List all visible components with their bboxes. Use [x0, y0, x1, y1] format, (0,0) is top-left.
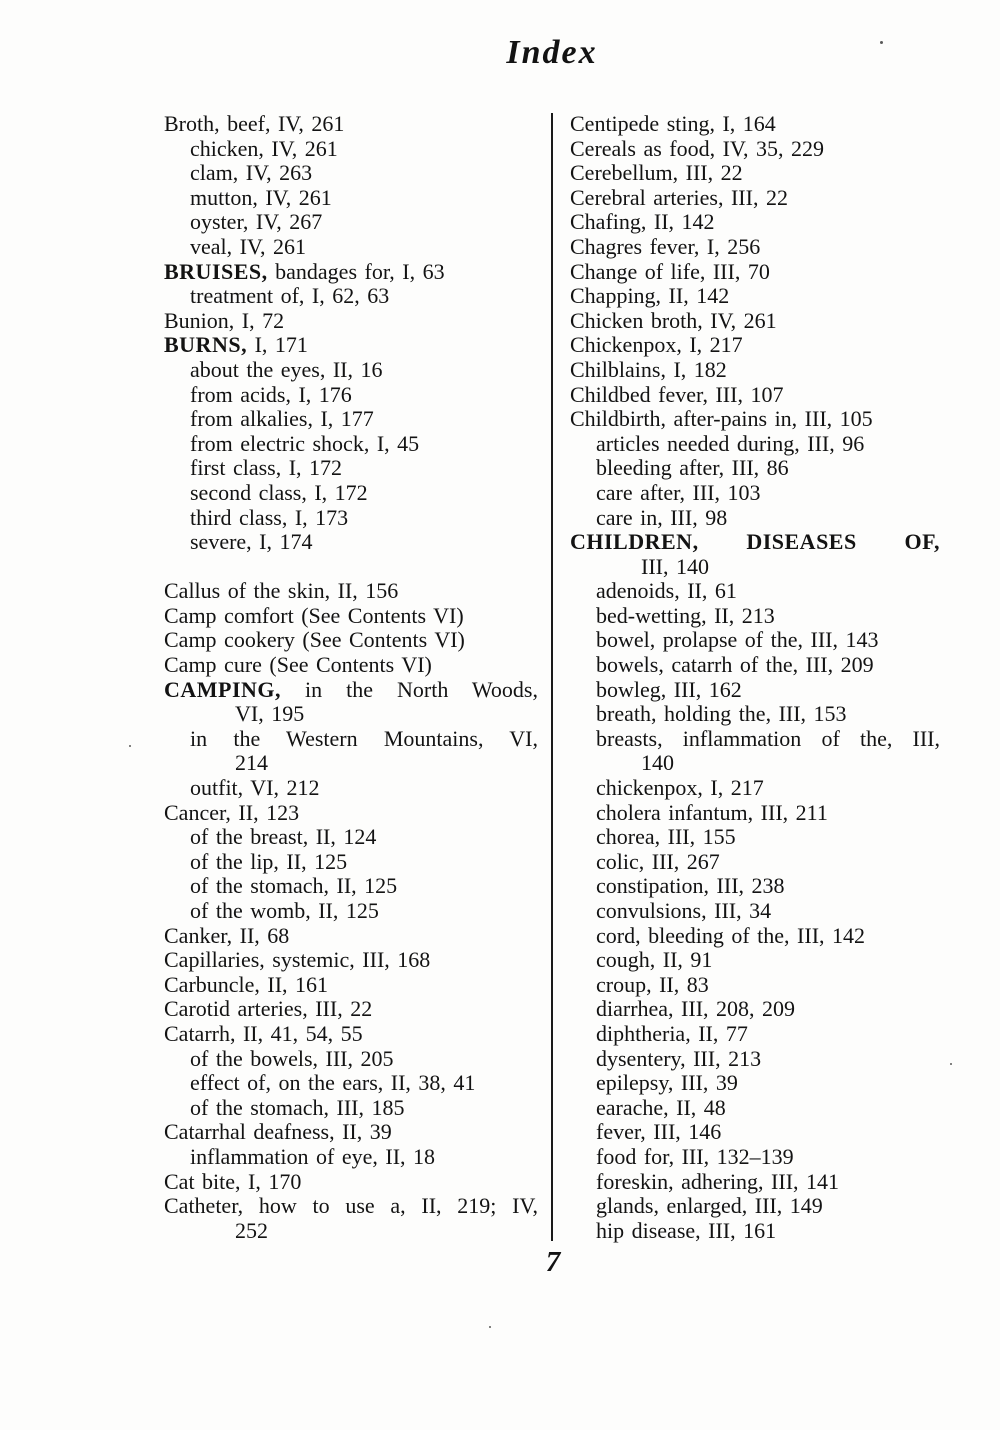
index-line [570, 1219, 940, 1244]
entry-text: Cerebellum, III, 22 [570, 160, 743, 186]
index-line [164, 260, 538, 285]
index-line [164, 825, 538, 850]
index-line [164, 801, 538, 826]
index-line [164, 210, 538, 235]
index-line [164, 924, 538, 949]
index-line [164, 678, 538, 703]
page-title: Index [506, 34, 598, 71]
entry-text: Broth, beef, IV, 261 [164, 111, 345, 136]
scan-speck [950, 1063, 952, 1065]
index-line [164, 628, 538, 653]
entry-text: veal, IV, 261 [190, 233, 307, 259]
entry-text: 140 [641, 750, 674, 776]
scan-speck [129, 745, 131, 747]
index-line [570, 973, 940, 998]
index-line [164, 333, 538, 358]
entry-text: foreskin, adhering, III, 141 [596, 1168, 840, 1194]
entry-text: constipation, III, 238 [596, 873, 785, 899]
entry-text: diarrhea, III, 208, 209 [596, 996, 796, 1022]
entry-text: Cerebral arteries, III, 22 [570, 184, 788, 210]
entry-term-bold: CHILDREN, DISEASES OF, [570, 529, 940, 555]
entry-text: Capillaries, systemic, III, 168 [164, 947, 431, 973]
entry-text: cord, bleeding of the, III, 142 [596, 922, 866, 948]
index-line [164, 1071, 538, 1096]
index-line [164, 1120, 538, 1145]
index-line [570, 1096, 940, 1121]
entry-text: first class, I, 172 [190, 455, 343, 481]
entry-text: about the eyes, II, 16 [190, 356, 383, 382]
entry-text: bowleg, III, 162 [596, 676, 742, 702]
index-line [570, 161, 940, 186]
index-line [164, 432, 538, 457]
entry-text: care in, III, 98 [596, 504, 728, 530]
entry-text: Chagres fever, I, 256 [570, 233, 761, 259]
index-line [164, 899, 538, 924]
entry-text: Change of life, III, 70 [570, 258, 770, 284]
index-line [164, 1194, 538, 1219]
entry-text: III, 140 [641, 553, 709, 579]
index-line [570, 751, 940, 776]
entry-text: chickenpox, I, 217 [596, 775, 764, 801]
index-line [570, 727, 940, 752]
index-line [164, 874, 538, 899]
index-line [164, 850, 538, 875]
index-line [570, 481, 940, 506]
index-line [570, 825, 940, 850]
entry-text: from electric shock, I, 45 [190, 430, 420, 456]
entry-text: Catarrh, II, 41, 54, 55 [164, 1020, 363, 1046]
index-line [570, 1170, 940, 1195]
index-line [164, 948, 538, 973]
entry-text: breasts, inflammation of the, III, [596, 725, 940, 751]
entry-text: VI, 195 [235, 701, 305, 727]
entry-text: dysentery, III, 213 [596, 1045, 762, 1071]
entry-text: of the stomach, II, 125 [190, 873, 398, 899]
index-line [164, 161, 538, 186]
index-line [570, 235, 940, 260]
index-line [570, 1194, 940, 1219]
entry-text: 252 [235, 1217, 268, 1243]
index-line [570, 530, 940, 555]
index-line [164, 1170, 538, 1195]
index-line [164, 407, 538, 432]
index-line [570, 333, 940, 358]
index-line [570, 137, 940, 162]
index-line [570, 579, 940, 604]
entry-text: colic, III, 267 [596, 848, 720, 874]
entry-text: croup, II, 83 [596, 971, 709, 997]
index-line [164, 284, 538, 309]
entry-text: of the bowels, III, 205 [190, 1045, 394, 1071]
scan-speck [489, 1326, 491, 1328]
entry-text: Chilblains, I, 182 [570, 356, 727, 382]
column-divider [551, 113, 553, 1241]
entry-text: bed-wetting, II, 213 [596, 602, 775, 628]
entry-text: bowel, prolapse of the, III, 143 [596, 627, 879, 653]
index-line [570, 112, 940, 137]
index-line [570, 678, 940, 703]
index-line [164, 1096, 538, 1121]
entry-text: Centipede sting, I, 164 [570, 111, 776, 136]
entry-text: Chicken broth, IV, 261 [570, 307, 777, 333]
entry-text: cough, II, 91 [596, 947, 713, 973]
index-line [570, 432, 940, 457]
entry-text: Canker, II, 68 [164, 922, 290, 948]
entry-text: Camp cure (See Contents VI) [164, 652, 432, 678]
index-line [164, 481, 538, 506]
entry-text: inflammation of eye, II, 18 [190, 1143, 436, 1169]
index-line [570, 456, 940, 481]
entry-term-bold: BRUISES, [164, 258, 268, 284]
entry-text: food for, III, 132–139 [596, 1143, 794, 1169]
index-line [570, 776, 940, 801]
index-line [164, 186, 538, 211]
entry-text: epilepsy, III, 39 [596, 1070, 738, 1096]
entry-text: Childbed fever, III, 107 [570, 381, 784, 407]
index-line [164, 702, 538, 727]
index-line [164, 776, 538, 801]
entry-text: Cat bite, I, 170 [164, 1168, 302, 1194]
index-line [570, 850, 940, 875]
index-line [570, 1145, 940, 1170]
index-line [164, 1022, 538, 1047]
entry-text: treatment of, I, 62, 63 [190, 283, 390, 309]
entry-text: adenoids, II, 61 [596, 578, 737, 604]
index-line [164, 727, 538, 752]
entry-text: bandages for, I, 63 [267, 258, 445, 284]
right-column [570, 112, 940, 1243]
entry-text: cholera infantum, III, 211 [596, 799, 828, 825]
entry-text: glands, enlarged, III, 149 [596, 1193, 823, 1219]
index-line [164, 997, 538, 1022]
entry-text: clam, IV, 263 [190, 160, 313, 186]
index-line [164, 235, 538, 260]
index-line [570, 899, 940, 924]
entry-text: second class, I, 172 [190, 479, 368, 505]
index-line [164, 653, 538, 678]
scan-speck [880, 41, 883, 44]
index-line [570, 1022, 940, 1047]
entry-text: from acids, I, 176 [190, 381, 352, 407]
index-line [570, 407, 940, 432]
entry-text: fever, III, 146 [596, 1119, 722, 1145]
entry-text: chicken, IV, 261 [190, 135, 338, 161]
entry-text: Chapping, II, 142 [570, 283, 730, 309]
index-line [164, 383, 538, 408]
entry-text: of the stomach, III, 185 [190, 1094, 405, 1120]
entry-text: effect of, on the ears, II, 38, 41 [190, 1070, 476, 1096]
entry-text: articles needed during, III, 96 [596, 430, 865, 456]
index-line [164, 579, 538, 604]
index-line [570, 284, 940, 309]
index-line [164, 530, 538, 555]
entry-text: in the North Woods, [281, 676, 538, 702]
index-line [570, 383, 940, 408]
index-line [570, 309, 940, 334]
index-line [570, 186, 940, 211]
page-number: 7 [545, 1246, 561, 1278]
index-line [164, 1145, 538, 1170]
index-line [570, 1071, 940, 1096]
index-line [164, 358, 538, 383]
entry-text: I, 171 [247, 332, 308, 358]
entry-text: of the womb, II, 125 [190, 898, 379, 923]
entry-text: outfit, VI, 212 [190, 775, 320, 801]
entry-text: Carbuncle, II, 161 [164, 971, 329, 997]
entry-text: Catarrhal deafness, II, 39 [164, 1119, 392, 1145]
entry-text: Callus of the skin, II, 156 [164, 578, 399, 604]
index-line [164, 456, 538, 481]
entry-text: chorea, III, 155 [596, 824, 736, 850]
entry-text: Carotid arteries, III, 22 [164, 996, 373, 1022]
index-line [164, 112, 538, 137]
entry-text: Chickenpox, I, 217 [570, 332, 743, 358]
entry-text: in the Western Mountains, VI, [190, 725, 538, 751]
entry-text: care after, III, 103 [596, 479, 761, 505]
index-line [570, 210, 940, 235]
entry-term-bold: BURNS, [164, 332, 248, 358]
index-line [570, 506, 940, 531]
entry-text: Catheter, how to use a, II, 219; IV, [164, 1193, 538, 1219]
blank-line [164, 555, 538, 580]
index-line [570, 997, 940, 1022]
entry-text: of the breast, II, 124 [190, 824, 377, 850]
entry-text: Chafing, II, 142 [570, 209, 715, 235]
index-line [570, 653, 940, 678]
index-line [164, 137, 538, 162]
entry-text: oyster, IV, 267 [190, 209, 323, 235]
index-line [570, 358, 940, 383]
entry-text: bowels, catarrh of the, III, 209 [596, 652, 874, 678]
entry-text: earache, II, 48 [596, 1094, 726, 1120]
entry-text: severe, I, 174 [190, 529, 313, 555]
index-line [164, 506, 538, 531]
entry-text: from alkalies, I, 177 [190, 406, 374, 432]
index-line [570, 1047, 940, 1072]
entry-text: bleeding after, III, 86 [596, 455, 789, 481]
entry-text: Cancer, II, 123 [164, 799, 300, 825]
entry-text: Childbirth, after-pains in, III, 105 [570, 406, 873, 432]
index-line [164, 1219, 538, 1244]
index-line [570, 604, 940, 629]
index-line [570, 874, 940, 899]
entry-text: third class, I, 173 [190, 504, 349, 530]
index-line [570, 801, 940, 826]
index-line [570, 1120, 940, 1145]
entry-text: breath, holding the, III, 153 [596, 701, 847, 727]
entry-term-bold: CAMPING, [164, 676, 282, 702]
entry-text: Camp comfort (See Contents VI) [164, 602, 464, 628]
index-line [570, 702, 940, 727]
entry-text: Cereals as food, IV, 35, 229 [570, 135, 824, 161]
entry-text: of the lip, II, 125 [190, 848, 348, 874]
index-line [570, 924, 940, 949]
entry-text: Camp cookery (See Contents VI) [164, 627, 465, 653]
entry-text: hip disease, III, 161 [596, 1217, 777, 1243]
entry-text: mutton, IV, 261 [190, 184, 332, 210]
index-line [164, 309, 538, 334]
entry-text: diphtheria, II, 77 [596, 1020, 748, 1046]
index-line [164, 604, 538, 629]
entry-text: 214 [235, 750, 268, 776]
entry-text: Bunion, I, 72 [164, 307, 285, 333]
index-line [570, 260, 940, 285]
index-line [570, 948, 940, 973]
index-line [570, 555, 940, 580]
index-line [164, 973, 538, 998]
index-line [164, 751, 538, 776]
index-line [570, 628, 940, 653]
left-column [164, 112, 538, 1243]
entry-text: convulsions, III, 34 [596, 898, 772, 923]
index-line [164, 1047, 538, 1072]
